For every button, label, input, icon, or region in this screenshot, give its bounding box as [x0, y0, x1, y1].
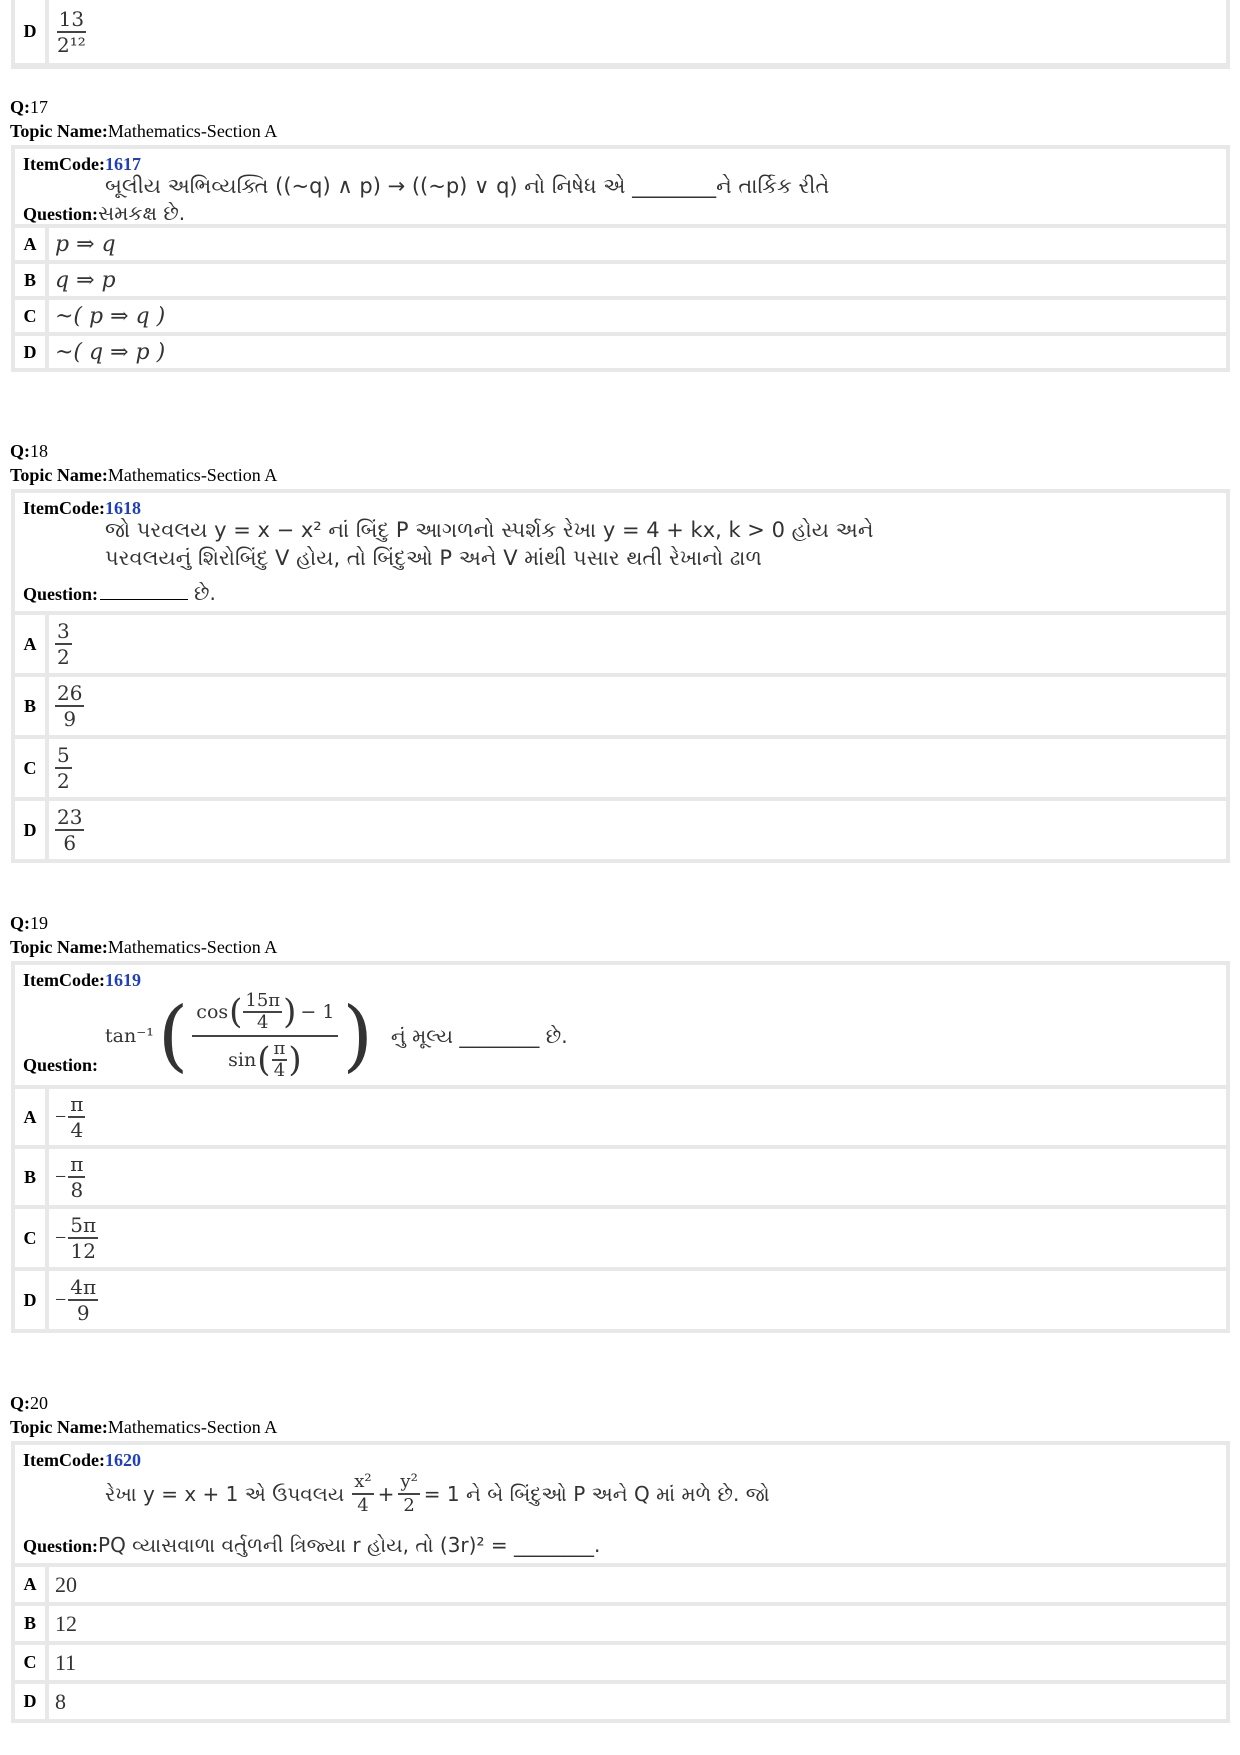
question-text-line2: PQ વ્યાસવાળા વર્તુળની ત્રિજ્યા r હોય, તો (3r)² = ________.: [98, 1533, 601, 1557]
topic-name: Mathematics-Section A: [107, 937, 278, 957]
topic-label: Topic Name:: [10, 465, 108, 485]
topic-label: Topic Name:: [10, 937, 108, 957]
question-number: 18: [30, 441, 48, 461]
question-block-17: [11, 95, 1230, 372]
option-text: q ⇒ p: [49, 264, 1226, 296]
question-label: Question:: [23, 1055, 99, 1075]
itemcode-value: 1619: [104, 970, 141, 990]
option-row[interactable]: [15, 228, 1226, 260]
option-letter: C: [15, 1209, 45, 1267]
itemcode-label: ItemCode:: [23, 154, 105, 174]
option-row[interactable]: [15, 0, 1226, 63]
question-block-19: [11, 911, 1230, 1333]
option-fraction: $\frac{5}{2}$: [57, 743, 70, 793]
option-fraction: [55, 7, 88, 57]
topic-name: Mathematics-Section A: [107, 121, 278, 141]
big-fraction: cos ( $\frac{15\pi}{4}$ ) − 1 sin ( $\frac{\pi}{4}$ ): [192, 991, 338, 1081]
denominator: 2¹²: [57, 32, 86, 57]
option-letter: C: [15, 739, 45, 797]
option-letter: D: [15, 0, 45, 63]
option-row[interactable]: [15, 1567, 1226, 1602]
option-row[interactable]: C − $\frac{5\pi}{12}$: [15, 1209, 1226, 1267]
option-row[interactable]: [15, 1645, 1226, 1680]
topic-name: Mathematics-Section A: [107, 465, 278, 485]
question-block-20: [11, 1391, 1230, 1723]
question-block-18: [11, 439, 1230, 863]
option-row[interactable]: A − $\frac{\pi}{4}$: [15, 1089, 1226, 1145]
right-paren: ): [342, 991, 373, 1081]
q-label: Q:: [10, 913, 30, 933]
itemcode-value: 1617: [104, 154, 141, 174]
question-box: [11, 489, 1230, 863]
tan-inverse: tan⁻¹: [105, 1025, 154, 1047]
option-row[interactable]: [15, 336, 1226, 368]
option-letter: C: [15, 300, 45, 332]
option-row[interactable]: [15, 677, 1226, 735]
itemcode-label: ItemCode:: [23, 970, 105, 990]
left-paren: (: [157, 991, 189, 1081]
option-text: 12: [49, 1606, 1226, 1641]
question-box: [11, 961, 1230, 1333]
itemcode-value: 1620: [104, 1450, 141, 1470]
option-fraction: $\frac{26}{9}$: [57, 681, 83, 731]
question-label: Question:PQ વ્યાસવાળા વર્તુળની ત્રિજ્યા r હોય, તો (3r)² = ________.: [23, 1533, 601, 1557]
question-formula: [105, 991, 568, 1081]
topic-label: Topic Name:: [10, 1417, 108, 1437]
q-label: Q:: [10, 1393, 30, 1413]
previous-question-tail: [11, 0, 1230, 69]
option-row[interactable]: [15, 264, 1226, 296]
topic-name: Mathematics-Section A: [107, 1417, 278, 1437]
option-row[interactable]: [15, 1606, 1226, 1641]
option-letter: A: [15, 615, 45, 673]
option-row[interactable]: [15, 801, 1226, 859]
option-letter: A: [15, 1089, 45, 1145]
q-label: Q:: [10, 441, 30, 461]
question-label: Question: છે.: [23, 581, 216, 605]
numerator: 13: [58, 6, 85, 31]
option-letter: D: [15, 801, 45, 859]
option-text: 20: [49, 1567, 1226, 1602]
q-label: Q:: [10, 97, 30, 117]
question-tail: નું મૂલ્ય ________ છે.: [390, 1024, 568, 1048]
option-row[interactable]: [15, 300, 1226, 332]
option-text: ~( p ⇒ q ): [49, 300, 1226, 332]
topic-label: Topic Name:: [10, 121, 108, 141]
option-letter: B: [15, 1149, 45, 1205]
question-text-line1: રેખા y = x + 1 એ ઉપવલય $\frac{\text{x²}}{4}$ + $\frac{\text{y²}}{2}$ = 1 ને બે બિંદુઓ P અને Q માં મળે છે. જો: [105, 1471, 770, 1516]
itemcode-label: ItemCode:: [23, 1450, 105, 1470]
option-letter: D: [15, 336, 45, 368]
option-text: ~( q ⇒ p ): [49, 336, 1226, 368]
option-row[interactable]: D − $\frac{4\pi}{9}$: [15, 1271, 1226, 1329]
option-text: p ⇒ q: [49, 228, 1226, 260]
option-row[interactable]: [15, 1684, 1226, 1719]
itemcode-value: 1618: [104, 498, 141, 518]
question-text-line2: પરવલયનું શિરોબિંદુ V હોય, તો બિંદુઓ P અને V માંથી પસાર થતી રેખાનો ઢાળ: [105, 546, 762, 570]
question-text-line3: છે.: [194, 581, 216, 605]
itemcode-label: ItemCode:: [23, 498, 105, 518]
question-stem: [15, 149, 1226, 224]
option-letter: B: [15, 1606, 45, 1641]
option-fraction: $\frac{3}{2}$: [57, 619, 70, 669]
option-text: 8: [49, 1684, 1226, 1719]
option-letter: A: [15, 1567, 45, 1602]
question-stem: [15, 965, 1226, 1085]
question-box: [11, 145, 1230, 372]
question-text-line1: બૂલીય અભિવ્યક્તિ ((~q) ∧ p) → ((~p) ∨ q) નો નિષેધ એ ________ને તાર્કિક રીતે: [105, 174, 830, 198]
question-text-line2: સમકક્ષ છે.: [98, 201, 186, 225]
question-box: [11, 1441, 1230, 1723]
question-number: 17: [30, 97, 48, 117]
option-letter: A: [15, 228, 45, 260]
option-letter: B: [15, 264, 45, 296]
option-fraction: $\frac{23}{6}$: [57, 805, 83, 855]
question-label: Question:સમકક્ષ છે.: [23, 201, 186, 225]
question-stem: [15, 1445, 1226, 1563]
question-number: 19: [30, 913, 48, 933]
option-row[interactable]: [15, 615, 1226, 673]
answer-blank: [100, 581, 188, 600]
option-text: 11: [49, 1645, 1226, 1680]
question-number: 20: [30, 1393, 48, 1413]
option-letter: D: [15, 1271, 45, 1329]
question-stem: [15, 493, 1226, 611]
question-text-line1: જો પરવલય y = x − x² નાં બિંદુ P આગળનો સ્પર્શક રેખા y = 4 + kx, k > 0 હોય અને: [105, 518, 874, 542]
option-letter: C: [15, 1645, 45, 1680]
option-letter: B: [15, 677, 45, 735]
option-row[interactable]: B − $\frac{\pi}{8}$: [15, 1149, 1226, 1205]
option-letter: D: [15, 1684, 45, 1719]
option-row[interactable]: [15, 739, 1226, 797]
